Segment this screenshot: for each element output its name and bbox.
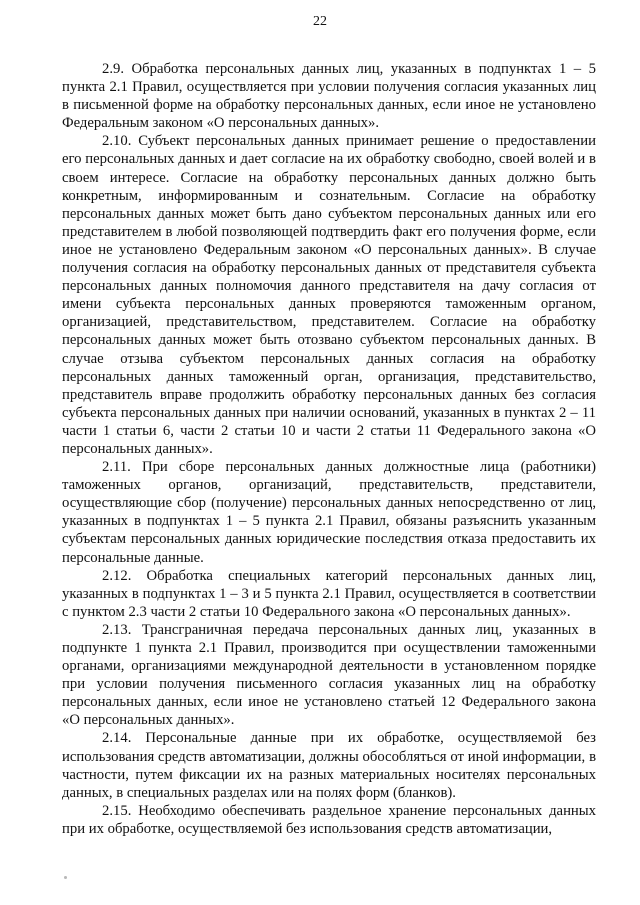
paragraph-2-9: 2.9. Обработка персональных данных лиц, указанных в подпунктах 1 – 5 пункта 2.1 Правил, осуществляется при условии получения согласия указанных лиц в письменной форме на обработку персональных данных, если иное не установлено Федеральным законом «О персональных данных».: [62, 61, 596, 132]
paragraph-2-13: 2.13. Трансграничная передача персональных данных лиц, указанных в подпункте 1 пункта 2.1 Правил, производится при осуществлении таможенными органами, организациями международной деятельности в установленном порядке при условии получения письменного согласия указанных лиц на обработку персональных данных, если иное не установлено статьей 12 Федерального закона «О персональных данных».: [62, 621, 596, 729]
document-body: [62, 60, 596, 838]
paragraph-2-15: 2.15. Необходимо обеспечивать раздельное хранение персональных данных при их обработке, осуществляемой без использования средств автоматизации,: [62, 802, 596, 837]
page-number: 22: [313, 14, 327, 29]
scan-speck: [64, 876, 67, 879]
paragraph-2-12: 2.12. Обработка специальных категорий персональных данных лиц, указанных в подпунктах 1 – 3 и 5 пункта 2.1 Правил, осуществляется в соответствии с пунктом 2.3 части 2 статьи 10 Федерального закона «О персональных данных».: [62, 567, 596, 620]
paragraph-2-10: 2.10. Субъект персональных данных принимает решение о предоставлении его персональных данных и дает согласие на их обработку свободно, своей волей и в своем интересе. Согласие на обработку персональных данных должно быть конкретным, информированным и сознательным. Согласие на обработку персональных данных может быть дано субъектом персональных данных или его представителем в любой позволяющей подтвердить факт его получения форме, если иное не установлено Федеральным законом «О персональных данных». В случае получения согласия на обработку персональных данных от представителя субъекта персональных данных полномочия данного представителя на дачу согласия от имени субъекта персональных данных проверяются таможенным органом, организацией, представительством, представителем. Согласие на обработку персональных данных может быть отозвано субъектом персональных данных. В случае отзыва субъектом персональных данных согласия на обработку персональных данных таможенный орган, организация, представительство, представитель вправе продолжить обработку персональных данных без согласия субъекта персональных данных при наличии оснований, указанных в пунктах 2 – 11 части 1 статьи 6, части 2 статьи 10 и части 2 статьи 11 Федерального закона «О персональных данных».: [62, 133, 596, 457]
paragraph-2-14: 2.14. Персональные данные при их обработке, осуществляемой без использования средств автоматизации, должны обособляться от иной информации, в частности, путем фиксации их на разных материальных носителях персональных данных, в специальных разделах или на полях форм (бланков).: [62, 730, 596, 801]
paragraph-2-11: 2.11. При сборе персональных данных должностные лица (работники) таможенных органов, организаций, представительств, представители, осуществляющие сбор (получение) персональных данных непосредственно от лиц, указанных в подпунктах 1 – 5 пункта 2.1 Правил, обязаны разъяснить указанным субъектам персональных данных юридические последствия отказа предоставить их персональные данные.: [62, 459, 596, 566]
